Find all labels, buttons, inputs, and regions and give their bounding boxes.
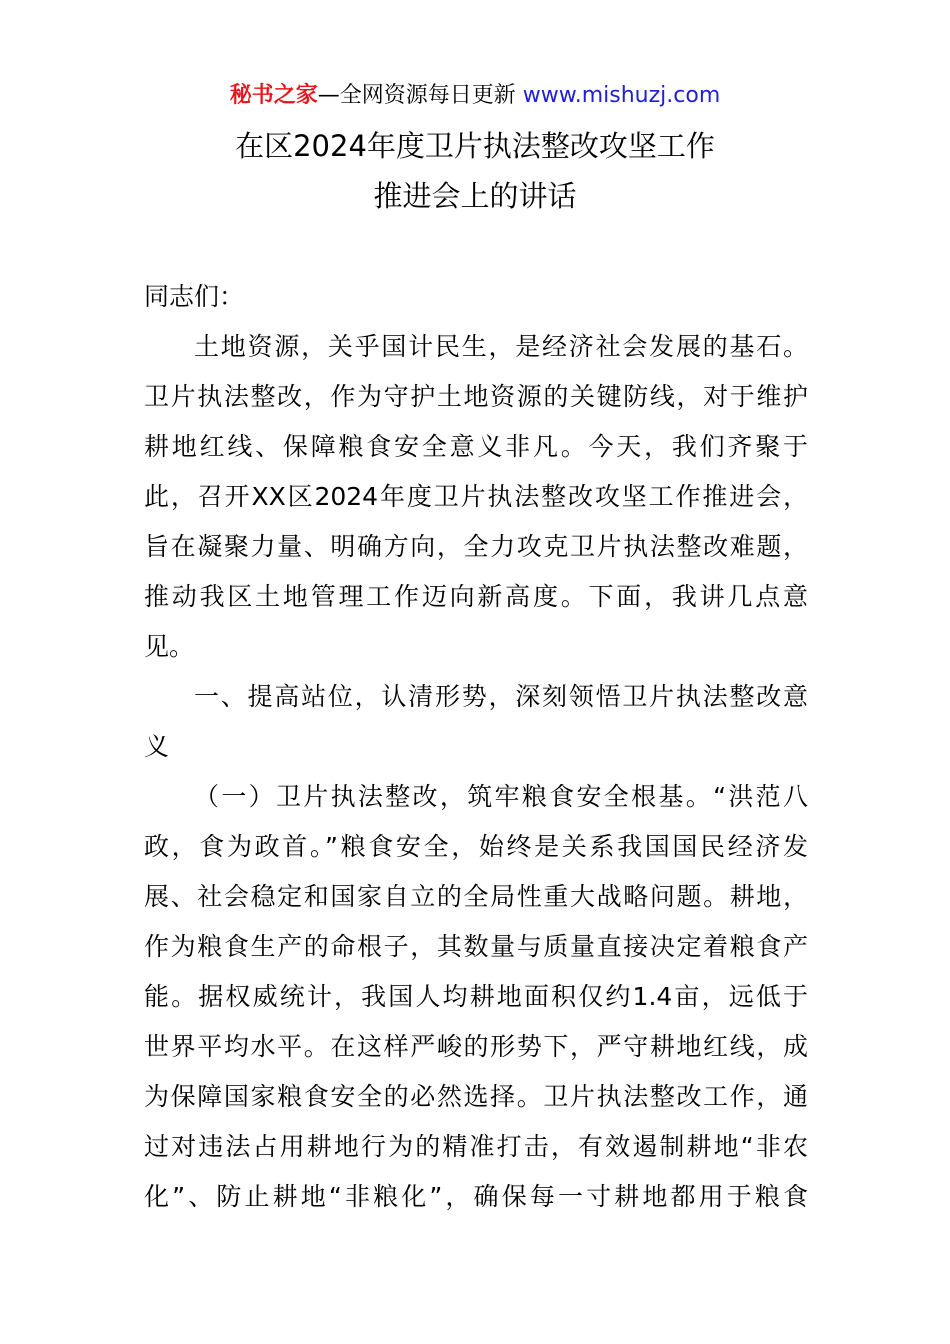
paragraph-line: 旨在凝聚力量、明确方向，全力攻克卫片执法整改难题，	[144, 532, 808, 561]
document-title-line-2: 推进会上的讲话	[373, 179, 577, 213]
paragraph-line: 政，食为政首。”粮食安全，始终是关系我国国民经济发	[144, 832, 808, 861]
document-body	[144, 276, 808, 1226]
paragraph-line: 此，召开XX区2024年度卫片执法整改攻坚工作推进会，	[144, 482, 808, 511]
paragraph-line: 过对违法占用耕地行为的精准打击，有效遏制耕地“非农	[144, 1132, 808, 1161]
paragraph-line: （一）卫片执法整改，筑牢粮食安全根基。“洪范八	[194, 782, 808, 811]
paragraph-line: 能。据权威统计，我国人均耕地面积仅约1.4亩，远低于	[144, 982, 808, 1011]
brand-name: 秘书之家	[229, 83, 318, 108]
paragraph-line: 为保障国家粮食安全的必然选择。卫片执法整改工作，通	[144, 1082, 808, 1111]
header-tagline: —全网资源每日更新	[317, 83, 516, 108]
section-heading-line: 一、提高站位，认清形势，深刻领悟卫片执法整改意	[194, 682, 808, 711]
section-heading-line: 义	[144, 732, 170, 761]
site-header	[0, 80, 950, 112]
document-title-line-1: 在区2024年度卫片执法整改攻坚工作	[235, 129, 715, 163]
paragraph-line: 展、社会稳定和国家自立的全局性重大战略问题。耕地，	[144, 882, 808, 911]
salutation: 同志们：	[144, 282, 245, 311]
paragraph-line: 见。	[144, 632, 195, 661]
paragraph-line: 作为粮食生产的命根子，其数量与质量直接决定着粮食产	[144, 932, 808, 961]
paragraph-line: 世界平均水平。在这样严峻的形势下，严守耕地红线，成	[144, 1032, 808, 1061]
paragraph-line: 耕地红线、保障粮食安全意义非凡。今天，我们齐聚于	[144, 432, 808, 461]
site-url-link[interactable]: www.mishuzj.com	[522, 83, 721, 108]
paragraph-line: 卫片执法整改，作为守护土地资源的关键防线，对于维护	[144, 382, 808, 411]
paragraph-line: 推动我区土地管理工作迈向新高度。下面，我讲几点意	[144, 582, 808, 611]
paragraph-line: 化”、防止耕地“非粮化”，确保每一寸耕地都用于粮食	[144, 1182, 808, 1211]
paragraph-line: 土地资源，关乎国计民生，是经济社会发展的基石。	[194, 332, 808, 361]
